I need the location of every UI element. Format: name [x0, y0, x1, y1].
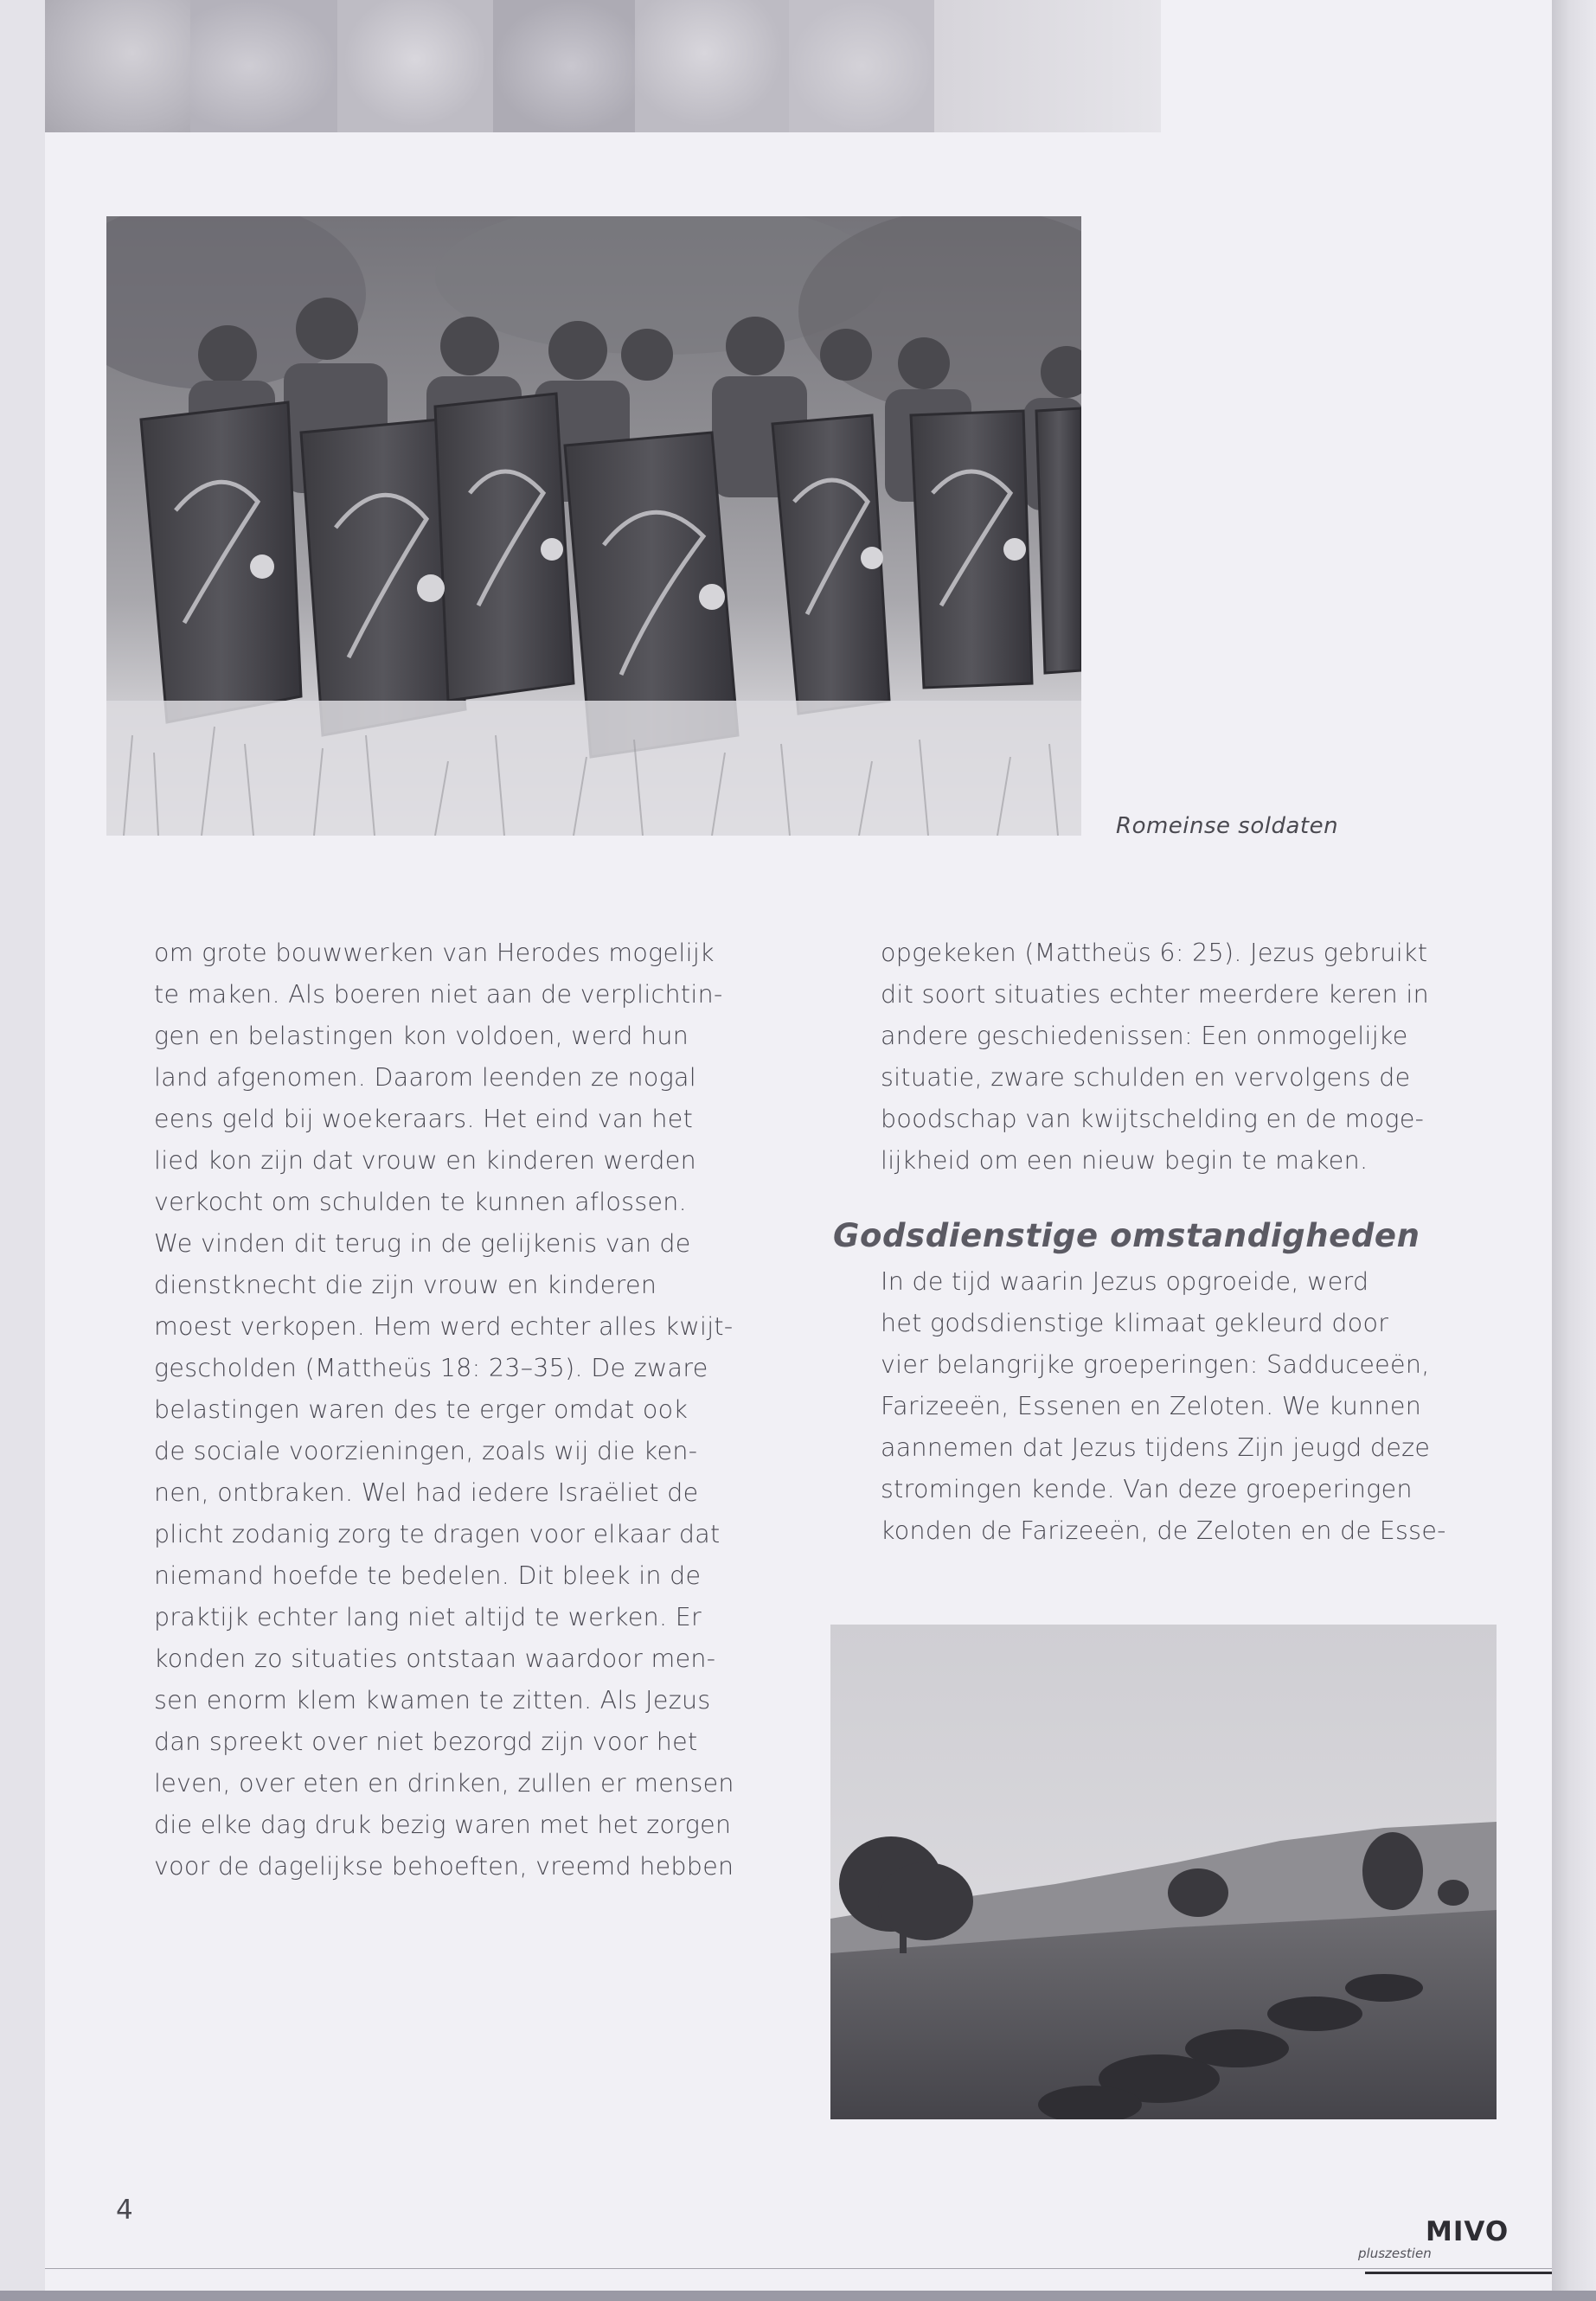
page-edge-shadow — [1552, 0, 1596, 2301]
roman-soldiers-photo — [106, 216, 1081, 836]
left-column-text — [154, 933, 777, 1888]
text-line: om grote bouwwerken van Herodes mogelijk — [154, 939, 715, 967]
text-line: te maken. Als boeren niet aan de verplichtin- — [154, 980, 723, 1009]
text-line: sen enorm klem kwamen te zitten. Als Jezus — [154, 1686, 711, 1715]
text-line: lijkheid om een nieuw begin te maken. — [881, 1146, 1368, 1175]
header-photo — [789, 0, 934, 132]
bottom-edge — [0, 2291, 1596, 2301]
text-line: dienstknecht die zijn vrouw en kinderen — [154, 1271, 657, 1299]
text-line: vier belangrijke groeperingen: Sadduceeën, — [881, 1350, 1430, 1379]
right-column-text-bottom — [881, 1261, 1486, 1552]
text-line: dit soort situaties echter meerdere keren in — [881, 980, 1429, 1009]
text-line: voor de dagelijkse behoeften, vreemd hebben — [154, 1852, 734, 1881]
text-line: Farizeeën, Essenen en Zeloten. We kunnen — [881, 1392, 1422, 1420]
text-line: We vinden dit terug in de gelijkenis van de — [154, 1229, 691, 1258]
text-line: opgekeken (Mattheüs 6: 25). Jezus gebruikt — [881, 939, 1428, 967]
text-line: niemand hoefde te bedelen. Dit bleek in de — [154, 1561, 702, 1590]
text-line: andere geschiedenissen: Een onmogelijke — [881, 1022, 1408, 1050]
text-line: eens geld bij woekeraars. Het eind van het — [154, 1105, 694, 1133]
text-line: moest verkopen. Hem werd echter alles kwijt- — [154, 1312, 734, 1341]
page-number: 4 — [116, 2195, 133, 2226]
text-line: gescholden (Mattheüs 18: 23–35). De zware — [154, 1354, 708, 1382]
text-line: aannemen dat Jezus tijdens Zijn jeugd deze — [881, 1433, 1431, 1462]
header-photo-strip — [45, 0, 1161, 132]
text-line: verkocht om schulden te kunnen aflossen. — [154, 1188, 688, 1216]
photo-caption: Romeinse soldaten — [1116, 813, 1339, 839]
text-line: boodschap van kwijtschelding en de moge- — [881, 1105, 1425, 1133]
section-heading: Godsdienstige omstandigheden — [833, 1217, 1420, 1254]
header-photo — [337, 0, 493, 132]
right-column-text-top — [881, 933, 1486, 1182]
text-line: stromingen kende. Van deze groeperingen — [881, 1475, 1413, 1503]
header-photo — [635, 0, 789, 132]
header-photo — [934, 0, 1161, 132]
text-line: dan spreekt over niet bezorgd zijn voor het — [154, 1727, 698, 1756]
text-line: belastingen waren des te erger omdat ook — [154, 1395, 689, 1424]
text-line: nen, ontbraken. Wel had iedere Israëliet de — [154, 1478, 699, 1507]
text-line: konden zo situaties ontstaan waardoor men- — [154, 1644, 716, 1673]
footer-rule — [45, 2268, 1552, 2269]
text-line: leven, over eten en drinken, zullen er mensen — [154, 1769, 734, 1798]
landscape-photo — [830, 1625, 1497, 2119]
footer-accent-rule — [1365, 2272, 1552, 2274]
brand-subtitle: pluszestien — [1358, 2246, 1432, 2261]
header-photo — [45, 0, 190, 132]
text-line: de sociale voorzieningen, zoals wij die ken- — [154, 1437, 698, 1465]
text-line: praktijk echter lang niet altijd te werken. Er — [154, 1603, 702, 1631]
header-photo — [190, 0, 337, 132]
text-line: gen en belastingen kon voldoen, werd hun — [154, 1022, 689, 1050]
text-line: lied kon zijn dat vrouw en kinderen werden — [154, 1146, 696, 1175]
text-line: situatie, zware schulden en vervolgens de — [881, 1063, 1411, 1092]
text-line: plicht zodanig zorg te dragen voor elkaar dat — [154, 1520, 721, 1548]
text-line: konden de Farizeeën, de Zeloten en de Esse- — [881, 1516, 1446, 1545]
text-line: In de tijd waarin Jezus opgroeide, werd — [881, 1267, 1369, 1296]
brand-logo: MIVO — [1426, 2216, 1509, 2247]
header-photo — [493, 0, 635, 132]
text-line: die elke dag druk bezig waren met het zorgen — [154, 1811, 732, 1839]
text-line: land afgenomen. Daarom leenden ze nogal — [154, 1063, 696, 1092]
text-line: het godsdienstige klimaat gekleurd door — [881, 1309, 1389, 1337]
